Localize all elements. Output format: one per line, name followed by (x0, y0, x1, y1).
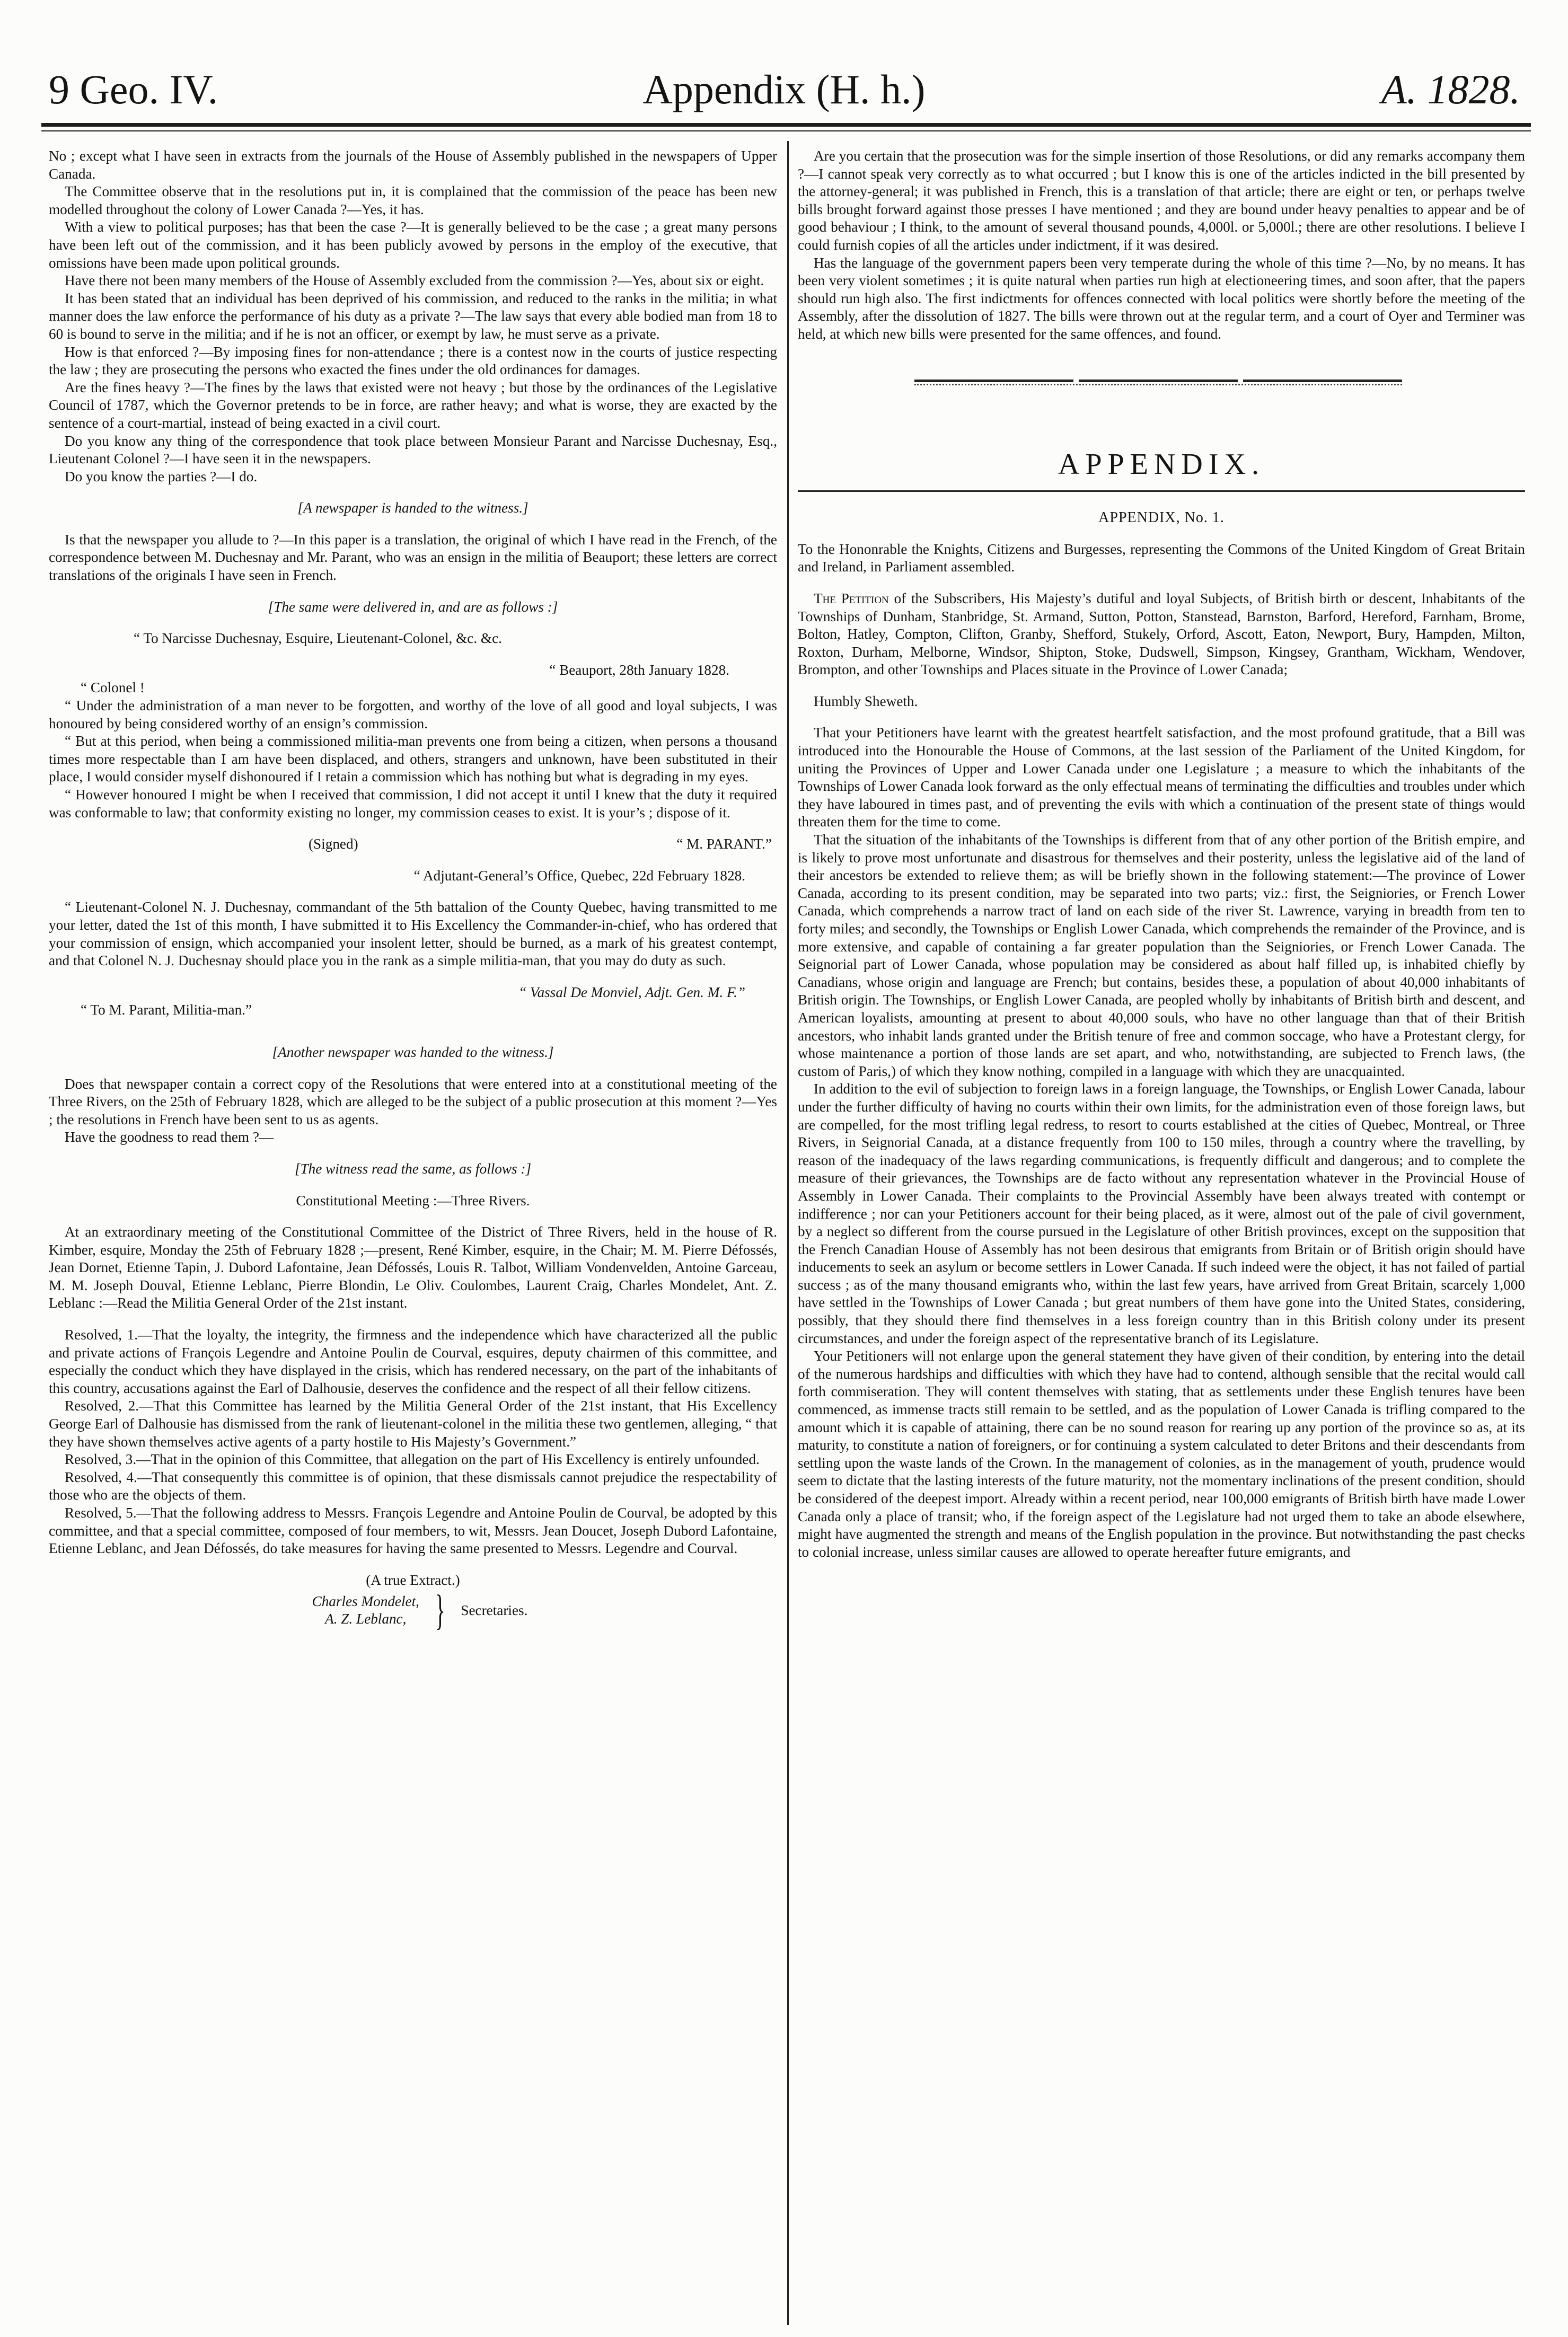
paragraph: Have there not been many members of the House of Assembly excluded from the commission ?—Yes, about six or eight. (65, 272, 764, 289)
paragraph: Have the goodness to read them ?— (65, 1129, 274, 1145)
letter-date: “ Adjutant-General’s Office, Quebec, 22d February 1828. (413, 867, 745, 884)
paragraph: No ; except what I have seen in extracts from the journals of the House of Assembly published in the newspapers of Upper Canada. (49, 148, 777, 182)
extract-note: (A true Extract.) (366, 1572, 460, 1588)
column-divider (787, 141, 789, 2325)
paragraph: With a view to political purposes; has that been the case ?—It is generally believed to be the case ; a great many persons have been left out of the commission, and it has been publicly avowed by persons in the employ of the executive, that omissions have been made upon political grounds. (49, 219, 777, 271)
secretary-name: Charles Mondelet, (312, 1593, 419, 1609)
letter-paragraph: “ But at this period, when being a commissioned militia-man prevents one from being a citizen, when persons a thousand times more respectable than I am have been displaced, and others, strangers and unknown, have been substituted in their place, I would consider myself dishonoured if I retain a commission which has nothing but what is degrading in my eyes. (49, 733, 777, 785)
meeting-title: Constitutional Meeting :—Three Rivers. (296, 1192, 530, 1209)
letter-salutation: “ Colonel ! (81, 680, 145, 696)
paragraph: Your Petitioners will not enlarge upon the general statement they have given of their condition, by entering into the detail of the numerous hardships and difficulties with which they have had to contend, although sensible that the recital would call forth commiseration. They will content themselves with stating, that as settlements under these English tenures have been commenced, as immense tracts still remain to be settled, and as the population of Lower Canada is trifling compared to the amount which it is capable of attaining, there can be no sound reason for rearing up any portion of the province so as, at its maturity, to constitute a nation of foreigners, or for continuing a system calculated to deter Britons and their descendants from settling upon the waste lands of the Crown. In the management of colonies, as in the management of youth, prudence would seem to dictate that the lasting interests of the future maturity, not the momentary inclinations of the present condition, should be considered of the deepest import. Already within a recent period, near 100,000 emigrants of British birth have made Lower Canada only a place of transit; who, if the foreign aspect of the Legislature had not urged them to take an abode elsewhere, might have augmented the strength and means of the English population in the province. But notwithstanding the past checks to colonial increase, unless similar causes are allowed to operate hereafter future emigrants, and (798, 1348, 1525, 1560)
resolution: Resolved, 3.—That in the opinion of this Committee, that allegation on the part of His Excellency is entirely unfounded. (65, 1451, 760, 1468)
paragraph: Do you know the parties ?—I do. (65, 468, 258, 484)
petition-lead: The Petition (814, 590, 889, 606)
paragraph: Are you certain that the prosecution was for the simple insertion of those Resolutions, or did any remarks accompany them ?—I cannot speak very correctly as to what occurred ; but I know this is one of the articles indicted in the bill presented by the attorney-general; it was published in French, this is a translation of that article; there are eight or ten, or perhaps twelve bills brought forward against those presses I have mentioned ; and they are bound under heavy penalties to appear and be of good behaviour ; I think, to the amount of several thousand pounds, 4,000l. or 5,000l.; there are other resolutions. I believe I could furnish copies of all the articles under indictment, if it was desired. (798, 148, 1525, 253)
letter-paragraph: “ Under the administration of a man never to be forgotten, and worthy of the love of all good and loyal subjects, I was honoured by being considered worthy of an ensign’s commission. (49, 698, 777, 731)
paragraph: At an extraordinary meeting of the Constitutional Committee of the District of Three Rivers, held in the house of R. Kimber, esquire, Monday the 25th of February 1828 ;—present, René Kimber, esquire, in the Chair; M. M. Pierre Défossés, Jean Dornet, Etienne Tapin, J. Dubord Lafontaine, Jean Défossés, Louis R. Talbot, William Vondenvelden, Antoine Garceau, M. M. Joseph Douval, Etienne Leblanc, Pierre Blondin, Le Oliv. Coulombes, Laurent Craig, Charles Mondelet, Ant. Z. Leblanc :—Read the Militia General Order of the 21st instant. (49, 1224, 777, 1311)
header-rule-thick (41, 123, 1531, 127)
editorial-note: [The witness read the same, as follows :] (294, 1160, 532, 1177)
sheweth: Humbly Sheweth. (814, 693, 918, 709)
letter-addressee: “ To M. Parant, Militia-man.” (81, 1002, 252, 1018)
resolution: Resolved, 4.—That consequently this committee is of opinion, that these dismissals cannot prejudice the respectability of those who are the objects of them. (49, 1469, 777, 1503)
resolution: Resolved, 5.—That the following address to Messrs. François Legendre and Antoine Poulin de Courval, be adopted by this committee, and that a special committee, composed of four members, to wit, Messrs. Jean Doucet, Joseph Dubord Lafontaine, Etienne Leblanc, and Jean Défossés, do take measures for having the same presented to Messrs. Legendre and Courval. (49, 1505, 777, 1557)
paragraph: In addition to the evil of subjection to foreign laws in a foreign language, the Townships, or English Lower Canada, labour under the further difficulty of having no courts within their own limits, for the administration even of those foreign laws, but are compelled, for the most trifling legal redress, to resort to courts established at the cities of Quebec, Montreal, or Three Rivers, in Seignorial Canada, at a distance frequently from 100 to 150 miles, through a country where the travelling, by reason of the inadequacy of the laws regarding communications, is frequently difficult and dangerous; and to complete the measure of their grievances, the Townships are de facto without any representation whatever in the Provincial House of Assembly in Lower Canada. Their complaints to the Provincial Assembly have been always treated with contempt or indifference ; nor can your Petitioners account for their being placed, as it were, almost out of the pale of civil government, by a neglect so different from the course pursued in the Legislature of other British provinces, except on the supposition that the French Canadian House of Assembly has not been desirous that emigrants from Britain or of British origin should have inducements to seek an asylum or become settlers in Lower Canada. If such indeed were the object, it has not failed of partial success ; as of the many thousand emigrants who, within the last few years, have arrived from Great Britain, scarcely 1,000 have settled in the Townships of Lower Canada ; but great numbers of them have gone into the United States, considering, possibly, that they should there find themselves in a less foreign country than in this British colony under its present circumstances, and under the foreign aspect of the representative branch of its Legislature. (798, 1081, 1525, 1346)
paragraph: It has been stated that an individual has been deprived of his commission, and reduced to the ranks in the militia; in what manner does the law enforce the performance of his duty as a private ?—The law says that every able bodied man from 18 to 60 is bound to serve in the militia; and if he is not an officer, or exempt by law, he must serve as a private. (49, 290, 777, 342)
petition-preamble (798, 590, 1525, 679)
editorial-note: [Another newspaper was handed to the witness.] (272, 1044, 554, 1060)
signer-name: “ M. PARANT.” (676, 836, 772, 852)
editorial-note: [A newspaper is handed to the witness.] (297, 500, 528, 516)
editorial-note: [The same were delivered in, and are as follows :] (268, 598, 558, 615)
paragraph: Is that the newspaper you allude to ?—In this paper is a translation, the original of which I have read in the French, of the correspondence between M. Duchesnay and Mr. Parant, who was an ensign in the militia of Beauport; these letters are correct translations of the originals I have seen in French. (49, 531, 777, 584)
paragraph: That your Petitioners have learnt with the greatest heartfelt satisfaction, and the most profound gratitude, that a Bill was introduced into the Honourable the House of Commons, at the last session of the Parliament of the United Kingdom, for uniting the Provinces of Upper and Lower Canada under one Legislature ; a measure to which the inhabitants of the Townships of Lower Canada look forward as the only effectual means of terminating the difficulties and troubles under which they have laboured in times past, and of preventing the evils with which a continuation of the present state of things would threaten them for the time to come. (798, 725, 1525, 830)
letter-date: “ Beauport, 28th January 1828. (549, 662, 729, 678)
paragraph: Does that newspaper contain a correct copy of the Resolutions that were entered into at a constitutional meeting of the Three Rivers, on the 25th of February 1828, which are alleged to be the subject of a public prosecution at this moment ?—Yes ; the resolutions in French have been sent to us as agents. (49, 1075, 777, 1127)
signature-line (49, 835, 777, 853)
paragraph: Are the fines heavy ?—The fines by the laws that existed were not heavy ; but those by the ordinances of the Legislative Council of 1787, which the Governor pretends to be in force, are rather heavy; and what is worse, they are exacted by the sentence of a court-martial, instead of being exacted in a civil court. (49, 379, 777, 431)
letter-paragraph: “ Lieutenant-Colonel N. J. Duchesnay, commandant of the 5th battalion of the County Quebec, having transmitted to me your letter, dated the 1st of this month, I have submitted it to His Excellency the Commander-in-chief, who has ordered that your commission of ensign, which accompanied your insolent letter, should be burned, as a mark of his greatest contempt, and that Colonel N. J. Duchesnay should place you in the rank as a simple militia-man, that you may do duty as such. (49, 899, 777, 969)
appendix-rule (798, 490, 1525, 492)
header-rule-thin (41, 130, 1531, 131)
secretaries-label: Secretaries. (461, 1602, 528, 1618)
header-year: A. 1828. (1381, 66, 1520, 112)
paragraph: How is that enforced ?—By imposing fines for non-attendance ; there is a contest now in the courts of justice respecting the law ; they are prosecuting the persons who exacted the fines under the old ordinances for damages. (49, 343, 777, 378)
letter-paragraph: “ However honoured I might be when I received that commission, I did not accept it until I knew that the duty it required was conformable to law; that conformity existing no longer, my commission ceases to exist. It is your’s ; dispose of it. (49, 787, 777, 821)
letter-addressee: “ To Narcisse Duchesnay, Esquire, Lieutenant-Colonel, &c. &c. (134, 630, 502, 647)
paragraph: Has the language of the government papers been very temperate during the whole of this time ?—No, by no means. It has been very violent sometimes ; it is quite natural when parties run high at electioneering times, and soon after, that the papers should run high also. The first indictments for offences connected with local politics were shortly before the meeting of the Assembly, after the dissolution of 1827. The bills were thrown out at the regular term, and a court of Oyer and Terminer was held, at which new bills were presented for the same offences, and found. (798, 254, 1525, 342)
ornament-rule (914, 371, 1402, 392)
brace-icon: } (435, 1587, 445, 1634)
secretaries-signature (250, 1589, 589, 1632)
paragraph: Do you know any thing of the correspondence that took place between Monsieur Parant and Narcisse Duchesnay, Esq., Lieutenant Colonel ?—I have seen it in the newspapers. (49, 433, 777, 467)
secretary-names (312, 1593, 419, 1628)
resolution: Resolved, 1.—That the loyalty, the integrity, the firmness and the independence which have characterized all the public and private actions of François Legendre and Antoine Poulin de Courval, esquires, deputy chairmen of this committee, and especially the conduct which they have displayed in the crisis, which has rendered necessary, on the part of the inhabitants of this country, accusations against the Earl of Dalhousie, deserves the confidence and the respect of all their fellow citizens. (49, 1327, 777, 1396)
letter-signature: “ Vassal De Monviel, Adjt. Gen. M. F.” (518, 984, 745, 1000)
resolution: Resolved, 2.—That this Committee has learned by the Militia General Order of the 21st instant, that His Excellency George Earl of Dalhousie has dismissed from the rank of lieutenant-colonel in the militia these two gentlemen, alleging, “ that they have shown themselves active agents of a party hostile to His Majesty’s Government.” (49, 1398, 777, 1450)
petition-text: of the Subscribers, His Majesty’s dutiful and loyal Subjects, of British birth or descent, Inhabitants of the Townships of Dunham, Stanbridge, St. Armand, Sutton, Potton, Stanstead, Barnston, Barford, Hereford, Farnham, Brome, Bolton, Hatley, Compton, Clifton, Granby, Shefford, Stukely, Orford, Ascott, Eaton, Newport, Bury, Hampden, Milton, Roxton, Durham, Melborne, Windsor, Shipton, Stoke, Dudswell, Simpson, Kingsey, Grantham, Wickham, Wendover, Brompton, and other Townships and Places situate in the Province of Lower Canada; (798, 590, 1525, 678)
signed-label: (Signed) (309, 836, 358, 852)
appendix-number: APPENDIX, No. 1. (1098, 509, 1225, 526)
right-column (798, 147, 1525, 1561)
header-session: 9 Geo. IV. (49, 66, 218, 112)
header-title: Appendix (H. h.) (642, 66, 926, 112)
ornament-dots (914, 384, 1402, 385)
ornament-bar (1079, 380, 1238, 382)
petition-address: To the Hononrable the Knights, Citizens and Burgesses, representing the Commons of the United Kingdom of Great Britain and Ireland, in Parliament assembled. (798, 541, 1525, 575)
ornament-bar (1243, 380, 1402, 382)
secretary-name: A. Z. Leblanc, (325, 1611, 407, 1627)
paragraph: The Committee observe that in the resolutions put in, it is complained that the commission of the peace has been new modelled throughout the colony of Lower Canada ?—Yes, it has. (49, 183, 777, 217)
left-column (49, 147, 777, 1632)
ornament-bar (914, 380, 1073, 382)
paragraph: That the situation of the inhabitants of the Townships is different from that of any other portion of the British empire, and is likely to prove most unfortunate and disastrous for themselves and their posterity, unless the legislative aid of the land of their ancestors be extended to relieve them; as will be briefly shown in the following statement:—The province of Lower Canada, according to its present condition, may be separated into two parts; viz.: first, the Seigniories, or French Lower Canada, which comprehends a narrow tract of land on each side of the river St. Lawrence, varying in breadth from ten to forty miles; and secondly, the Townships or English Lower Canada, which comprehends the remainder of the Province, and is more extensive, and capable of containing a far greater population than the Seigniories, or French Lower Canada. The Seignorial part of Lower Canada, whose population may be considered as about half filled up, is inhabited chiefly by Canadians, whose origin and language are French; but contains, besides these, a population of about 40,000 inhabitants of British origin. The Townships, or English Lower Canada, are peopled wholly by inhabitants of British birth and descent, and American loyalists, amounting at present to about 40,000 souls, who have no other language than that of their British ancestors, who inhabit lands granted under the British tenure of free and common soccage, who have a Protestant clergy, for whose maintenance a portion of those lands are set apart, and who, notwithstanding, are subjected to French laws, (the custom of Paris,) of which they know nothing, compiled in a language with which they are unacquainted. (798, 832, 1525, 1079)
appendix-title: APPENDIX. (1058, 447, 1265, 481)
